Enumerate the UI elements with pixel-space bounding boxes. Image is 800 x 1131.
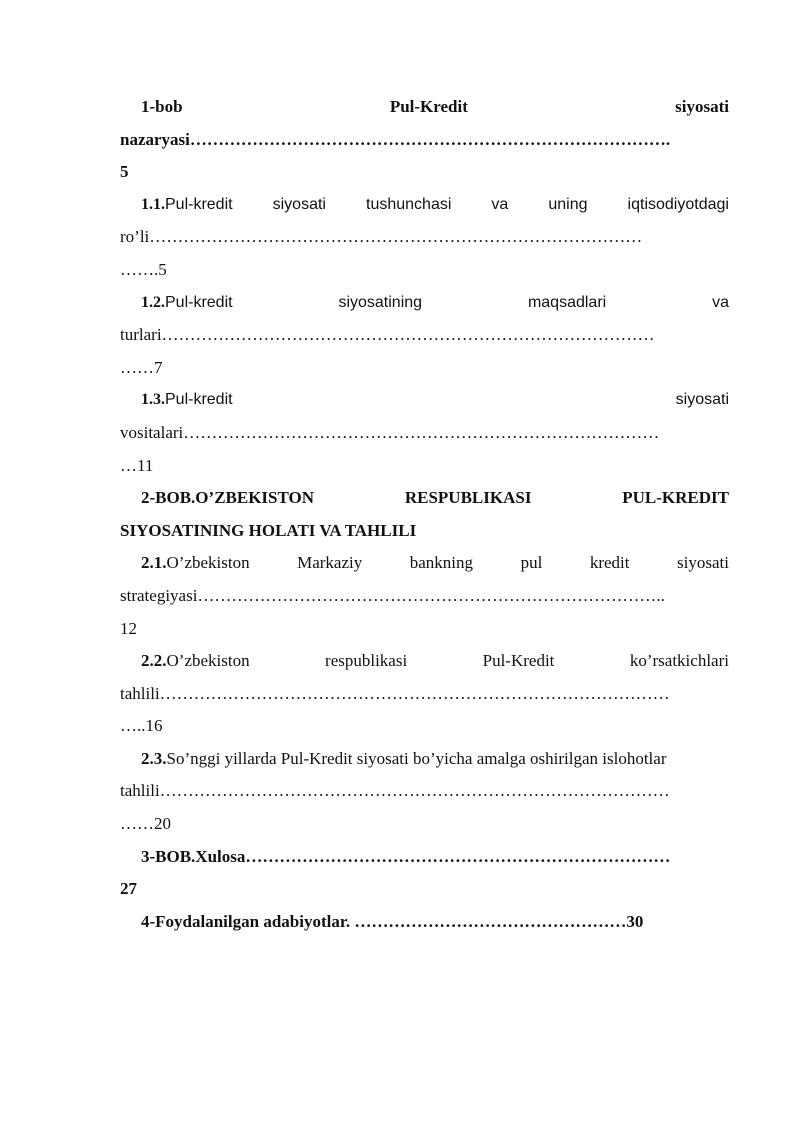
toc-section-2-1-number: 2.1. — [141, 553, 167, 573]
toc-section-1-2-word: siyosatining — [338, 293, 423, 311]
toc-section-2-2-line-2: tahlili……………………………………………………………………………… — [120, 683, 670, 703]
toc-section-2-2-word: O’zbekiston — [166, 651, 250, 671]
toc-chapter-1-page: 5 — [120, 162, 129, 182]
toc-section-1-1-word: uning — [548, 195, 588, 213]
toc-chapter-1-word-2: Pul-Kredit — [389, 97, 468, 116]
toc-section-2-1-line-2: strategiyasi……………………………………………………………………….. — [120, 585, 665, 605]
toc-section-2-1-word: siyosati — [676, 553, 729, 573]
toc-section-2-1-word: pul — [520, 553, 543, 573]
toc-section-1-3-number: 1.3. — [141, 391, 165, 409]
toc-chapter-2-word-1: 2-BOB.O’ZBEKISTON — [141, 488, 315, 508]
toc-section-2-1-word: kredit — [589, 553, 630, 573]
toc-section-1-3-page: …11 — [120, 455, 154, 475]
toc-chapter-1-line-2: nazaryasi…………………………………………………………………………. — [120, 129, 671, 149]
toc-chapter-2-line-2: SIYOSATINING HOLATI VA TAHLILI — [120, 520, 417, 540]
toc-section-1-2-number: 1.2. — [141, 293, 165, 311]
toc-section-1-1-page: …….5 — [120, 259, 167, 279]
toc-chapter-4-line-1: 4-Foydalanilgan adabiyotlar. …………………………………………30 — [141, 911, 644, 931]
toc-section-1-1-word: siyosati — [272, 195, 326, 213]
toc-section-2-1-word: bankning — [409, 553, 474, 573]
toc-section-1-2-line-1 — [120, 287, 729, 320]
toc-chapter-2-word-2: RESPUBLIKASI — [404, 488, 532, 508]
toc-section-1-2-word: Pul-kredit — [165, 293, 233, 311]
toc-section-1-3-line-2: vositalari………………………………………………………………………… — [120, 422, 660, 442]
toc-section-1-2-page: ……7 — [120, 357, 163, 377]
toc-section-1-3-word: Pul-kredit — [165, 391, 233, 409]
toc-section-2-2-word: ko’rsatkichlari — [629, 651, 729, 671]
table-of-contents — [120, 91, 729, 938]
toc-chapter-2-word-3: PUL-KREDIT — [622, 488, 729, 508]
toc-section-1-2-line-2: turlari…………………………………………………………………………… — [120, 325, 655, 345]
toc-section-2-2-word: respublikasi — [325, 651, 408, 671]
toc-section-2-3-text: So’nggi yillarda Pul-Kredit siyosati bo’yicha amalga oshirilgan islohotlar — [166, 748, 667, 768]
toc-section-2-1-page: 12 — [120, 618, 137, 638]
toc-section-2-3-page: ……20 — [120, 814, 171, 834]
toc-section-2-2-number: 2.2. — [141, 651, 167, 671]
toc-section-1-1-line-1 — [120, 189, 729, 222]
toc-chapter-1-line-1 — [120, 91, 729, 124]
toc-section-2-3-number: 2.3. — [141, 748, 167, 768]
toc-section-2-1-word: O’zbekiston — [166, 553, 250, 573]
toc-section-1-1-word: Pul-kredit — [165, 195, 233, 213]
toc-section-1-2-word: va — [712, 293, 729, 311]
toc-section-1-1-word: iqtisodiyotdagi — [627, 195, 729, 213]
toc-section-2-1-word: Markaziy — [297, 553, 363, 573]
toc-section-1-1-line-2: ro’li…………………………………………………………………………… — [120, 227, 643, 247]
toc-section-1-1-word: va — [491, 195, 509, 213]
toc-chapter-3-line-1: 3-BOB.Xulosa………………………………………………………………… — [141, 846, 671, 866]
toc-section-1-1-word: tushunchasi — [366, 195, 452, 213]
toc-section-2-1-line-1 — [120, 547, 729, 580]
toc-section-2-3-line-1 — [120, 743, 729, 776]
toc-section-2-2-line-1 — [120, 645, 729, 678]
toc-chapter-1-word-3: siyosati — [675, 97, 729, 116]
toc-chapter-2-line-1 — [120, 482, 729, 515]
toc-section-1-3-line-1 — [120, 384, 729, 417]
toc-section-2-3-line-2: tahlili……………………………………………………………………………… — [120, 781, 670, 801]
toc-section-1-3-word: siyosati — [675, 391, 729, 409]
toc-section-1-1-number: 1.1. — [141, 195, 165, 213]
toc-section-2-2-page: …..16 — [120, 716, 163, 736]
toc-chapter-1-word-1: 1-bob — [141, 97, 183, 116]
toc-section-1-2-word: maqsadlari — [527, 293, 607, 311]
toc-chapter-3-page: 27 — [120, 879, 137, 899]
toc-section-2-2-word: Pul-Kredit — [482, 651, 555, 671]
